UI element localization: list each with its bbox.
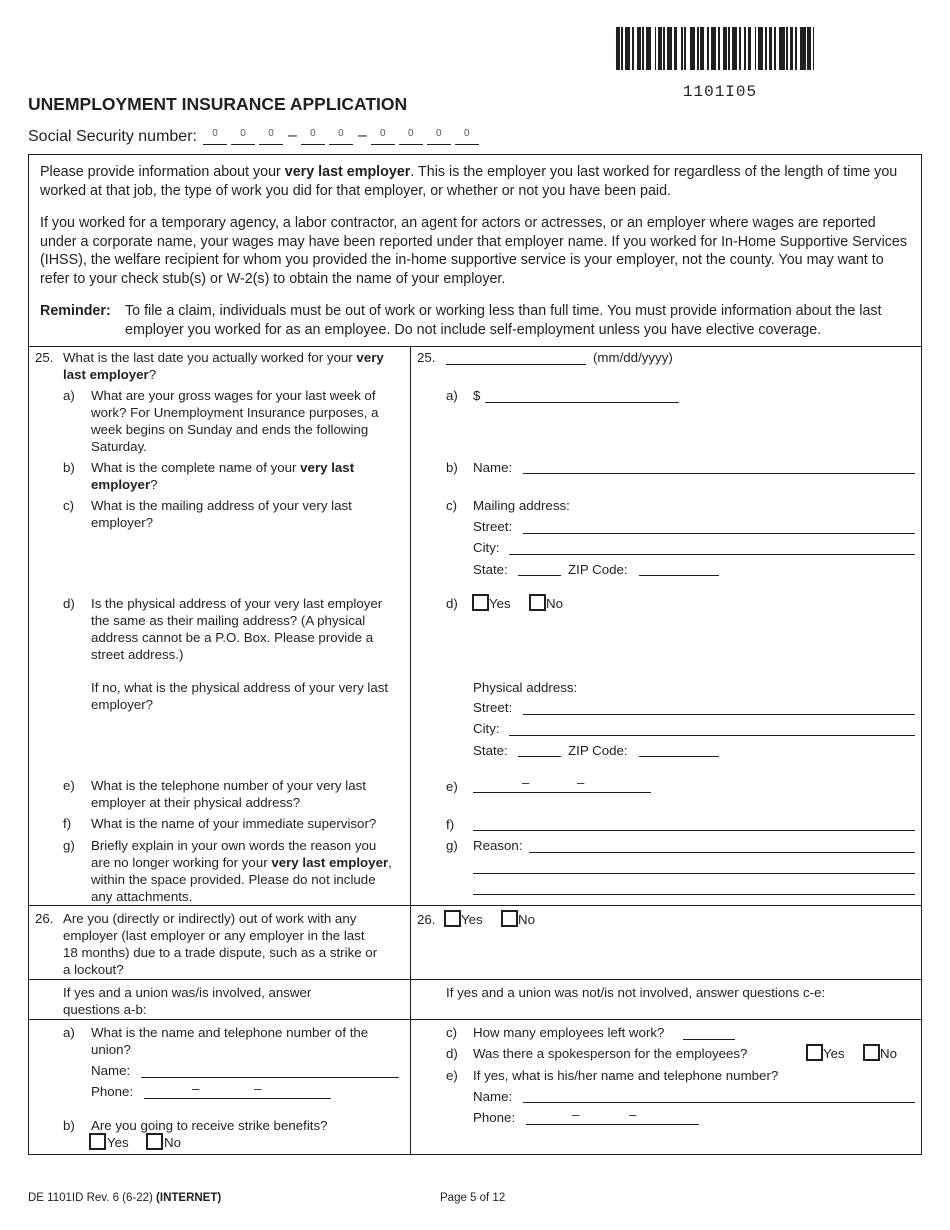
q25d-followup: If no, what is the physical address of your very last employer? bbox=[91, 680, 389, 712]
q26d-letter: d) bbox=[446, 1046, 458, 1061]
row-divider bbox=[29, 905, 921, 906]
q26c-question: How many employees left work? bbox=[473, 1025, 665, 1040]
q26e-letter: e) bbox=[446, 1068, 458, 1083]
q25-answer-number: 25. bbox=[417, 350, 436, 365]
q26e-phone-field[interactable] bbox=[526, 1124, 699, 1125]
ssn-digit-8[interactable]: 0 bbox=[427, 127, 451, 145]
q25c-letter: c) bbox=[63, 498, 75, 513]
q25b-question: What is the complete name of your very last employer? bbox=[91, 460, 355, 492]
q26d-yes-checkbox[interactable] bbox=[806, 1044, 823, 1061]
q25d-zip-label: ZIP Code: bbox=[568, 743, 628, 758]
q26e-phone-label: Phone: bbox=[473, 1110, 516, 1125]
ssn-separator: – bbox=[287, 127, 297, 144]
q26b-yes-checkbox[interactable] bbox=[89, 1133, 106, 1150]
phone-dash: – bbox=[629, 1107, 637, 1122]
q25d-street-field[interactable] bbox=[523, 714, 915, 715]
q25c-street-field[interactable] bbox=[523, 533, 915, 534]
q25f-supervisor-field[interactable] bbox=[473, 830, 915, 831]
q26b-letter: b) bbox=[63, 1118, 75, 1133]
ssn-field-group bbox=[28, 123, 483, 145]
row-divider bbox=[29, 979, 921, 980]
q25-question: What is the last date you actually worked for your very last employer? bbox=[63, 350, 384, 382]
q26a-phone-label: Phone: bbox=[91, 1084, 134, 1099]
q25a-letter: a) bbox=[63, 388, 75, 403]
q25d-street-label: Street: bbox=[473, 700, 513, 715]
currency-symbol: $ bbox=[473, 388, 481, 403]
q26a-phone-field[interactable] bbox=[144, 1098, 331, 1099]
questions-table bbox=[28, 346, 922, 1155]
instructions-paragraph-2: If you worked for a temporary agency, a labor contractor, an agent for actors or actresses, or an employer where wages are reported under a corporate name, your wages may have been reported under that employer name. If you worked for In-Home Supportive Services (IHSS), the welfare recipient for whom you provided the in-home supportive service is your employer, not the county. You may want to refer to your check stub(s) or W-2(s) to obtain the name of your employer. bbox=[40, 215, 908, 287]
q25f-answer-letter: f) bbox=[446, 817, 455, 832]
q25-date-field[interactable] bbox=[446, 364, 586, 365]
form-id: DE 1101ID Rev. 6 (6-22) (INTERNET) bbox=[28, 1192, 222, 1204]
q26-union-not-involved-note: If yes and a union was not/is not involved, answer questions c-e: bbox=[446, 985, 826, 1000]
ssn-digit-1[interactable]: 0 bbox=[203, 127, 227, 145]
q25a-wages-field[interactable] bbox=[485, 402, 679, 403]
q25d-physical-heading: Physical address: bbox=[473, 680, 578, 695]
q25g-reason-field-1[interactable] bbox=[529, 852, 915, 853]
ssn-separator: – bbox=[357, 127, 367, 144]
reminder-text: To file a claim, individuals must be out of work or working less than full time. You must provide information about the last employer you worked for as an employee. Do not include self-employment unless you have elective coverage. bbox=[125, 303, 882, 338]
q25c-state-label: State: bbox=[473, 562, 508, 577]
q25d-no-checkbox[interactable] bbox=[529, 594, 546, 611]
column-divider bbox=[410, 346, 411, 1155]
q26e-name-label: Name: bbox=[473, 1089, 513, 1104]
q25d-yes-checkbox[interactable] bbox=[472, 594, 489, 611]
q25b-name-label: Name: bbox=[473, 460, 513, 475]
q25d-letter: d) bbox=[63, 596, 75, 611]
phone-dash: – bbox=[572, 1107, 580, 1122]
q26a-letter: a) bbox=[63, 1025, 75, 1040]
q25g-answer-letter: g) bbox=[446, 838, 458, 853]
q25d-question: Is the physical address of your very last employer the same as their mailing address? (A physical address cannot be a P.O. Box. Please provide a street address.) bbox=[91, 596, 383, 662]
page-title: UNEMPLOYMENT INSURANCE APPLICATION bbox=[28, 94, 408, 114]
ssn-digit-9[interactable]: 0 bbox=[455, 127, 479, 145]
barcode-text: 1101I05 bbox=[682, 83, 758, 101]
q25d-zip-field[interactable] bbox=[639, 756, 719, 757]
q25b-letter: b) bbox=[63, 460, 75, 475]
ssn-digit-7[interactable]: 0 bbox=[399, 127, 423, 145]
q26-yes-label: Yes bbox=[461, 912, 483, 927]
q26b-question: Are you going to receive strike benefits? bbox=[91, 1118, 328, 1133]
q26b-no-label: No bbox=[164, 1135, 181, 1150]
q25f-question: What is the name of your immediate supervisor? bbox=[91, 816, 377, 831]
q25a-answer-letter: a) bbox=[446, 388, 458, 403]
q25g-reason-field-2[interactable] bbox=[473, 873, 915, 874]
q26-union-involved-note: If yes and a union was/is involved, answer questions a-b: bbox=[63, 985, 312, 1017]
ssn-digit-3[interactable]: 0 bbox=[259, 127, 283, 145]
instructions-box bbox=[28, 154, 922, 347]
q25b-answer-letter: b) bbox=[446, 460, 458, 475]
q25d-no-label: No bbox=[546, 596, 563, 611]
q26d-no-checkbox[interactable] bbox=[863, 1044, 880, 1061]
q25g-reason-label: Reason: bbox=[473, 838, 523, 853]
q26e-name-field[interactable] bbox=[523, 1102, 915, 1103]
q25e-letter: e) bbox=[63, 778, 75, 793]
q25c-city-label: City: bbox=[473, 540, 500, 555]
phone-dash: – bbox=[254, 1081, 262, 1096]
q25g-letter: g) bbox=[63, 838, 75, 853]
q26-number: 26. bbox=[35, 911, 54, 926]
ssn-digit-4[interactable]: 0 bbox=[301, 127, 325, 145]
q26a-name-label: Name: bbox=[91, 1063, 131, 1078]
q25d-yes-label: Yes bbox=[489, 596, 511, 611]
instructions-paragraph-1: Please provide information about your very last employer. This is the employer you last worked for regardless of the length of time you worked at that job, the type of work you did for that employer, or whether or not you have been paid. bbox=[40, 164, 898, 199]
q25d-state-label: State: bbox=[473, 743, 508, 758]
ssn-digit-5[interactable]: 0 bbox=[329, 127, 353, 145]
reminder bbox=[40, 302, 910, 339]
q25d-city-label: City: bbox=[473, 721, 500, 736]
q25-date-hint: (mm/dd/yyyy) bbox=[593, 350, 673, 365]
q25g-question: Briefly explain in your own words the reason you are no longer working for your very last employer, within the space provided. Please do not include any attachments. bbox=[91, 838, 392, 904]
row-divider bbox=[29, 1019, 921, 1020]
q26e-question: If yes, what is his/her name and telephone number? bbox=[473, 1068, 779, 1083]
q26d-no-label: No bbox=[880, 1046, 897, 1061]
q26-yes-checkbox[interactable] bbox=[444, 910, 461, 927]
q26-answer-number: 26. bbox=[417, 912, 436, 927]
q25c-question: What is the mailing address of your very last employer? bbox=[91, 498, 352, 530]
q25c-city-field[interactable] bbox=[509, 554, 915, 555]
reminder-label: Reminder: bbox=[40, 303, 111, 319]
q25c-zip-field[interactable] bbox=[639, 575, 719, 576]
q26b-no-checkbox[interactable] bbox=[146, 1133, 163, 1150]
q25c-answer-letter: c) bbox=[446, 498, 458, 513]
q25g-reason-field-3[interactable] bbox=[473, 894, 915, 895]
q26c-letter: c) bbox=[446, 1025, 458, 1040]
q26a-question: What is the name and telephone number of the union? bbox=[91, 1025, 369, 1057]
q26a-name-field[interactable] bbox=[141, 1077, 399, 1078]
ssn-digit-6[interactable]: 0 bbox=[371, 127, 395, 145]
q25e-question: What is the telephone number of your very last employer at their physical address? bbox=[91, 778, 366, 810]
q25c-mailing-heading: Mailing address: bbox=[473, 498, 570, 513]
q25e-phone-field[interactable] bbox=[473, 792, 651, 793]
page-number: Page 5 of 12 bbox=[440, 1192, 506, 1204]
q26-no-checkbox[interactable] bbox=[501, 910, 518, 927]
q26d-question: Was there a spokesperson for the employees? bbox=[473, 1046, 748, 1061]
q25d-answer-letter: d) bbox=[446, 596, 458, 611]
q25e-answer-letter: e) bbox=[446, 779, 458, 794]
q25d-city-field[interactable] bbox=[509, 735, 915, 736]
q25-number: 25. bbox=[35, 350, 54, 365]
phone-dash: – bbox=[522, 775, 530, 790]
q25c-zip-label: ZIP Code: bbox=[568, 562, 628, 577]
ssn-label: Social Security number: bbox=[28, 128, 197, 145]
q25c-street-label: Street: bbox=[473, 519, 513, 534]
q26-no-label: No bbox=[518, 912, 535, 927]
ssn-digit-2[interactable]: 0 bbox=[231, 127, 255, 145]
phone-dash: – bbox=[577, 775, 585, 790]
q25c-state-field[interactable] bbox=[518, 575, 561, 576]
phone-dash: – bbox=[192, 1081, 200, 1096]
q25b-name-field[interactable] bbox=[523, 473, 915, 474]
q26-question: Are you (directly or indirectly) out of work with any employer (last employer or any employer in the last 18 months) due to a trade dispute, such as a strike or a lockout? bbox=[63, 911, 378, 977]
q25f-letter: f) bbox=[63, 816, 72, 831]
q26d-yes-label: Yes bbox=[823, 1046, 845, 1061]
q26c-employees-field[interactable] bbox=[683, 1039, 735, 1040]
q26b-yes-label: Yes bbox=[107, 1135, 129, 1150]
q25d-state-field[interactable] bbox=[518, 756, 561, 757]
q25a-question: What are your gross wages for your last week of work? For Unemployment Insurance purposes, a week begins on Sunday and ends the following Saturday. bbox=[91, 388, 379, 454]
barcode bbox=[616, 27, 817, 70]
